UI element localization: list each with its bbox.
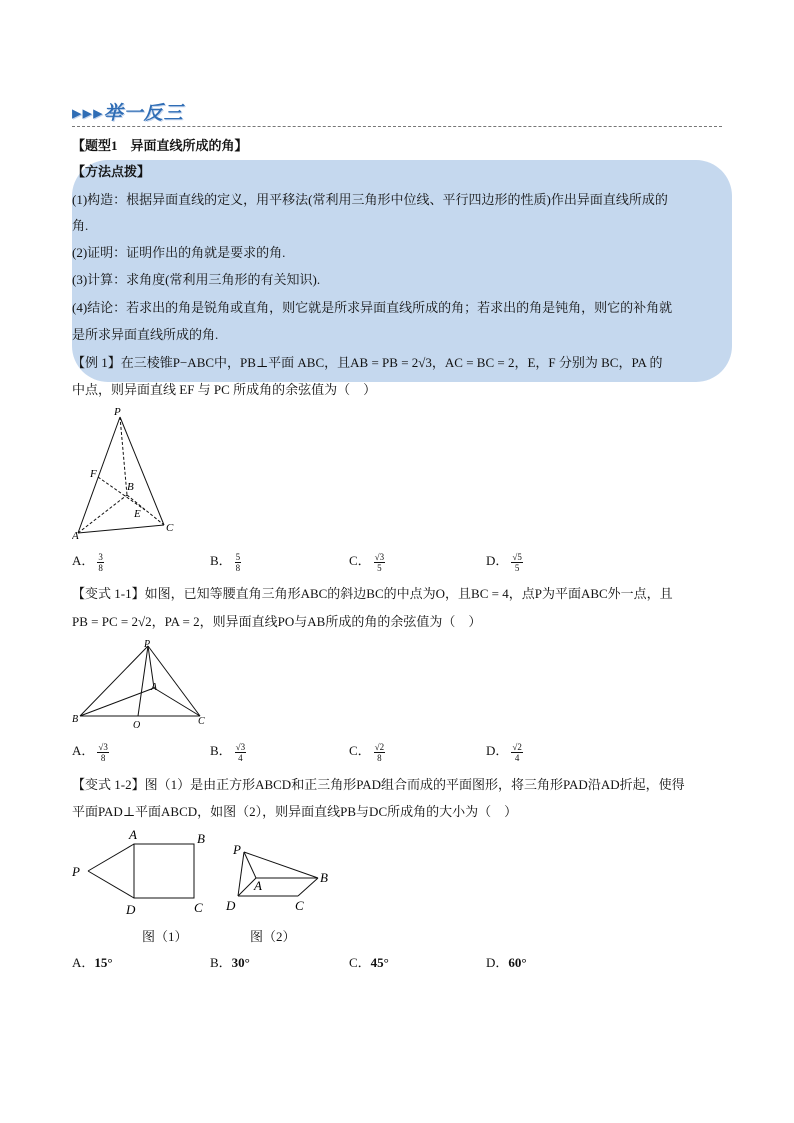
option-d[interactable]: D． $\frac{√2}{4}$ — [486, 741, 522, 763]
figure-caption: 图（1） — [142, 929, 188, 944]
method-line: (3)计算：求角度(常利用三角形的有关知识). — [72, 272, 321, 287]
option-b[interactable]: B． $\frac{√3}{4}$ — [210, 741, 246, 763]
option-b[interactable]: B．30° — [210, 955, 250, 970]
vertex-label: A — [151, 682, 158, 693]
vertex-label: B — [72, 714, 79, 725]
method-line: (2)证明：证明作出的角就是要求的角. — [72, 245, 286, 260]
option-d[interactable]: D．60° — [486, 955, 527, 970]
vertex-label: B — [127, 481, 134, 493]
header-title: ▸▸▸举一反三 — [72, 102, 184, 124]
vertex-label: A — [72, 530, 79, 540]
method-line: 角. — [72, 218, 89, 233]
pyramid-figure-1 — [72, 405, 192, 540]
vertex-label: A — [254, 878, 262, 893]
vertex-label: A — [129, 827, 137, 842]
option-a[interactable]: A． $\frac{3}{8}$ — [72, 551, 103, 573]
vertex-label: O — [133, 720, 141, 730]
option-c[interactable]: C． $\frac{√2}{8}$ — [349, 741, 385, 763]
variant12-text: 平面PAD⊥平面ABCD，如图（2），则异面直线PB与DC所成角的大小为（ ） — [72, 804, 518, 819]
method-line: (4)结论：若求出的角是锐角或直角，则它就是所求异面直线所成的角；若求出的角是钝角，则它的补角就 — [72, 300, 673, 315]
example1-text: 【例 1】在三棱锥P−ABC中，PB⊥平面 ABC，且AB = PB = 2√3，AC = BC = 2，E，F 分别为 BC，PA 的 — [72, 355, 663, 370]
vertex-label: P — [72, 864, 80, 879]
option-b[interactable]: B． $\frac{5}{8}$ — [210, 551, 241, 573]
pyramid-figure-2 — [72, 638, 212, 730]
vertex-label: D — [126, 902, 136, 917]
vertex-label: P — [144, 639, 151, 650]
variant12-options — [72, 952, 712, 976]
folding-figure-1 — [70, 826, 220, 918]
variant11-options — [72, 740, 712, 764]
method-heading: 【方法点拨】 — [72, 164, 151, 179]
vertex-label: C — [295, 898, 304, 913]
vertex-label: E — [134, 508, 141, 520]
figure-caption: 图（2） — [250, 929, 296, 944]
method-line: (1)构造：根据异面直线的定义，用平移法(常利用三角形中位线、平行四边形的性质)作出异面直线所成的 — [72, 192, 668, 207]
section-header — [72, 96, 722, 128]
variant12-text: 【变式 1-2】图（1）是由正方形ABCD和正三角形PAD组合而成的平面图形，将三角形PAD沿AD折起，使得 — [72, 777, 685, 792]
vertex-label: B — [320, 870, 328, 885]
example1-text: 中点，则异面直线 EF 与 PC 所成角的余弦值为（ ） — [72, 382, 377, 397]
vertex-label: C — [194, 900, 203, 915]
variant11-text: PB = PC = 2√2，PA = 2，则异面直线PO与AB所成的角的余弦值为（ ） — [72, 614, 482, 629]
option-a[interactable]: A． $\frac{√3}{8}$ — [72, 741, 108, 763]
option-c[interactable]: C．45° — [349, 955, 389, 970]
vertex-label: C — [166, 522, 174, 534]
option-c[interactable]: C． $\frac{√3}{5}$ — [349, 551, 385, 573]
vertex-label: F — [90, 468, 97, 480]
vertex-label: P — [233, 842, 241, 857]
option-d[interactable]: D． $\frac{√5}{5}$ — [486, 551, 522, 573]
section-title: 【题型1 异面直线所成的角】 — [72, 138, 248, 153]
vertex-label: C — [198, 716, 205, 727]
vertex-label: B — [197, 831, 205, 846]
option-a[interactable]: A．15° — [72, 955, 113, 970]
header-divider — [72, 126, 722, 127]
folding-figure-2 — [222, 838, 342, 916]
variant11-text: 【变式 1-1】如图，已知等腰直角三角形ABC的斜边BC的中点为O，且BC = 4，点P为平面ABC外一点，且 — [72, 586, 673, 601]
method-line: 是所求异面直线所成的角. — [72, 327, 219, 342]
example1-options — [72, 550, 712, 574]
vertex-label: P — [114, 406, 121, 418]
vertex-label: D — [226, 898, 236, 913]
